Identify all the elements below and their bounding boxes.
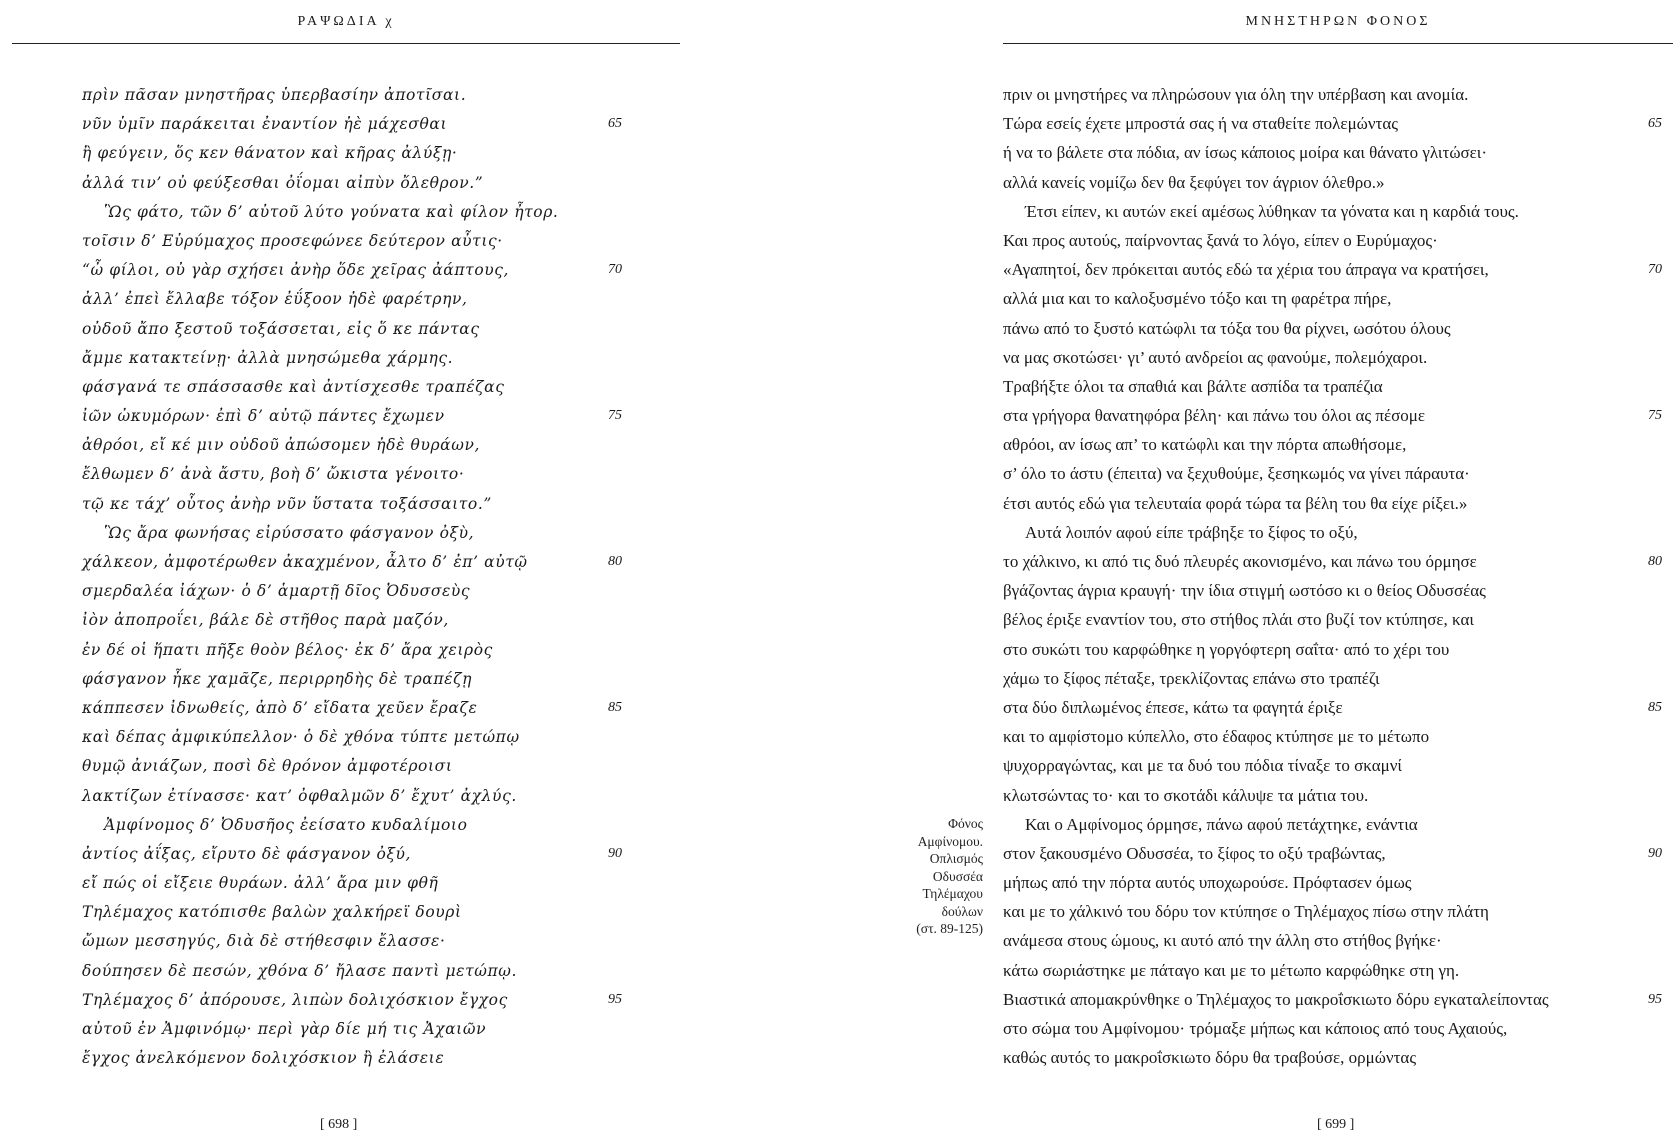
verse-text: αλλά κανείς νομίζω δεν θα ξεφύγει τον άγριον όλεθρο.» xyxy=(1003,172,1385,192)
verse-text: ή να το βάλετε στα πόδια, αν ίσως κάποιος μοίρα και θάνατο γλιτώσει· xyxy=(1003,143,1488,163)
verse-text: ἔγχος ἀνελκόμενον δολιχόσκιον ἢ ἐλάσειε xyxy=(82,1049,445,1068)
verse-line xyxy=(82,693,642,722)
verse-text: θυμῷ ἀνιάζων, ποσὶ δὲ θρόνον ἀμφοτέροισι xyxy=(82,757,453,776)
line-number: 90 xyxy=(1648,845,1662,861)
verse-line xyxy=(82,810,642,839)
verse-line xyxy=(1003,109,1673,138)
verse-line xyxy=(82,80,642,109)
verse-text: ἀθρόοι, εἴ κέ μιν οὐδοῦ ἀπώσομεν ἠδὲ θυράων, xyxy=(82,436,481,455)
verse-line xyxy=(1003,343,1673,372)
verse-line xyxy=(82,401,642,430)
verse-text: το χάλκινο, κι από τις δυό πλευρές ακονισμένο, και πάνω του όρμησε xyxy=(1003,552,1477,571)
verse-text: μήπως από την πόρτα αυτός υποχωρούσε. Πρόφτασεν όμως xyxy=(1003,873,1412,893)
verse-line xyxy=(82,430,642,459)
verse-text: Έτσι είπεν, κι αυτών εκεί αμέσως λύθηκαν τα γόνατα και η καρδιά τους. xyxy=(1025,201,1519,221)
verse-text: βγάζοντας άγρια κραυγή· την ίδια στιγμή ωστόσο κι ο θείος Οδυσσέας xyxy=(1003,581,1486,601)
verse-line xyxy=(1003,284,1673,313)
verse-text: κάππεσεν ἰδνωθείς, ἀπὸ δ’ εἴδατα χεῦεν ἔραζε xyxy=(82,698,478,717)
verse-text: και με το χάλκινό του δόρυ τον κτύπησε ο Τηλέμαχος πίσω στην πλάτη xyxy=(1003,902,1489,922)
verse-line xyxy=(82,1014,642,1043)
verse-text: αθρόοι, αν ίσως απ’ το κατώφλι και την πόρτα απωθήσομε, xyxy=(1003,435,1407,455)
verse-text: Βιαστικά απομακρύνθηκε ο Τηλέμαχος το μακροΐσκιωτο δόρυ εγκαταλείποντας xyxy=(1003,989,1549,1009)
verse-line xyxy=(1003,314,1673,343)
verse-line xyxy=(1003,576,1673,605)
verse-text: νῦν ὑμῖν παράκειται ἐναντίον ἠὲ μάχεσθαι xyxy=(82,115,448,134)
line-number: 65 xyxy=(608,116,622,132)
verse-text: οὐδοῦ ἄπο ξεστοῦ τοξάσσεται, εἰς ὅ κε πάντας xyxy=(82,319,480,338)
verse-line xyxy=(1003,547,1673,576)
verse-line xyxy=(1003,926,1673,955)
line-number: 95 xyxy=(1648,991,1662,1007)
verse-line xyxy=(1003,372,1673,401)
verse-text: Και ο Αμφίνομος όρμησε, πάνω αφού πετάχτηκε, ενάντια xyxy=(1025,814,1418,834)
verse-text: ανάμεσα στους ώμους, κι αυτό από την άλλη στο στήθος βγήκε· xyxy=(1003,931,1442,951)
margin-note-line: Οδυσσέα xyxy=(932,868,983,884)
verse-text: Τώρα εσείς έχετε μπροστά σας ή να σταθείτε πολεμώντας xyxy=(1003,114,1399,134)
margin-note-line: (στ. 89-125) xyxy=(916,921,983,936)
line-number: 70 xyxy=(1648,262,1662,278)
verse-line xyxy=(1003,722,1673,751)
verse-line xyxy=(1003,693,1673,722)
verse-text: Αυτά λοιπόν αφού είπε τράβηξε το ξίφος το οξύ, xyxy=(1025,522,1358,542)
running-head: ΡΑΨΩΔΙΑ χ xyxy=(297,14,395,29)
verse-line xyxy=(1003,781,1673,810)
verse-line xyxy=(82,605,642,634)
verse-text: Ὣς ἄρα φωνήσας εἰρύσσατο φάσγανον ὀξὺ, xyxy=(104,523,475,542)
verse-text: να μας σκοτώσει· γι’ αυτό ανδρείοι ας φανούμε, πολεμόχαροι. xyxy=(1003,347,1428,367)
verse-lines xyxy=(82,80,642,1072)
verse-line xyxy=(1003,751,1673,780)
verse-text: σ’ όλο το άστυ (έπειτα) να ξεχυθούμε, ξεσηκωμός να γίνει πάραυτα· xyxy=(1003,464,1470,484)
verse-line xyxy=(1003,80,1673,109)
verse-line xyxy=(82,664,642,693)
verse-line xyxy=(82,547,642,576)
verse-line xyxy=(82,226,642,255)
running-head: ΜΝΗΣΤΗΡΩΝ ΦΟΝΟΣ xyxy=(1245,14,1431,29)
line-number: 80 xyxy=(1648,554,1662,569)
page-number: [ 698 ] xyxy=(320,1117,358,1132)
verse-line xyxy=(82,197,642,226)
verse-text: αὐτοῦ ἐν Ἀμφινόμῳ· περὶ γὰρ δίε μή τις Ἀχαιῶν xyxy=(82,1020,487,1038)
header-rule xyxy=(1003,43,1673,44)
verse-line xyxy=(82,1043,642,1072)
verse-text: ἔλθωμεν δ’ ἀνὰ ἄστυ, βοὴ δ’ ὤκιστα γένοιτο· xyxy=(82,465,465,484)
verse-line xyxy=(82,926,642,955)
verse-text: πρὶν πᾶσαν μνηστῆρας ὑπερβασίην ἀποτῖσαι. xyxy=(82,86,467,104)
verse-line xyxy=(82,168,642,197)
line-number: 80 xyxy=(608,554,622,569)
verse-text: ἐν δέ οἱ ἥπατι πῆξε θοὸν βέλος· ἐκ δ’ ἄρα χειρὸς xyxy=(82,640,493,659)
verse-text: και το αμφίστομο κύπελλο, στο έδαφος κτύπησε με το μέτωπο xyxy=(1003,727,1430,747)
verse-text: καὶ δέπας ἀμφικύπελλον· ὁ δὲ χθόνα τύπτε μετώπῳ xyxy=(82,728,520,747)
verse-text: ἰὸν ἀποπροΐει, βάλε δὲ στῆθος παρὰ μαζόν, xyxy=(82,611,449,630)
verse-line xyxy=(82,985,642,1014)
verse-line xyxy=(1003,956,1673,985)
verse-text: ἀλλ’ ἐπεὶ ἔλλαβε τόξον ἐΰξοον ἠδὲ φαρέτρην, xyxy=(82,290,468,309)
verse-text: κάτω σωριάστηκε με πάταγο και με το μέτωπο καρφώθηκε στη γη. xyxy=(1003,960,1460,980)
verse-line xyxy=(1003,430,1673,459)
verse-line xyxy=(1003,489,1673,518)
line-number: 65 xyxy=(1648,116,1662,132)
margin-note-line: Οπλισμός xyxy=(929,851,983,866)
verse-text: δούπησεν δὲ πεσών, χθόνα δ’ ἤλασε παντὶ μετώπῳ. xyxy=(82,961,518,980)
verse-line xyxy=(82,284,642,313)
verse-line xyxy=(1003,138,1673,167)
verse-text: Ἀμφίνομος δ’ Ὀδυσῆος ἐείσατο κυδαλίμοιο xyxy=(104,815,468,834)
verse-text: ἀλλά τιν’ οὐ φεύξεσθαι ὀΐομαι αἰπὺν ὄλεθρον.” xyxy=(82,173,484,192)
margin-note-line: Αμφίνομου. xyxy=(917,833,983,849)
verse-text: στο σώμα του Αμφίνομου· τρόμαξε μήπως και κάποιος από τους Αχαιούς, xyxy=(1003,1019,1508,1038)
verse-line xyxy=(82,722,642,751)
verse-text: καθώς αυτός το μακροΐσκιωτο δόρυ θα τραβούσε, ορμώντας xyxy=(1003,1048,1417,1068)
left-page xyxy=(0,0,700,1147)
verse-line xyxy=(1003,664,1673,693)
verse-line xyxy=(1003,868,1673,897)
verse-line xyxy=(1003,1014,1673,1043)
margin-note xyxy=(875,815,983,938)
verse-text: Ὣς φάτο, τῶν δ’ αὐτοῦ λύτο γούνατα καὶ φίλον ἦτορ. xyxy=(104,202,559,221)
verse-text: ἢ φεύγειν, ὅς κεν θάνατον καὶ κῆρας ἀλύξῃ· xyxy=(82,144,458,163)
verse-text: εἴ πώς οἱ εἴξειε θυράων. ἀλλ’ ἄρα μιν φθῆ xyxy=(82,874,439,893)
verse-line xyxy=(82,956,642,985)
verse-line xyxy=(1003,985,1673,1014)
verse-line xyxy=(82,138,642,167)
verse-line xyxy=(1003,197,1673,226)
verse-line xyxy=(1003,897,1673,926)
verse-text: Τραβήξτε όλοι τα σπαθιά και βάλτε ασπίδα τα τραπέζια xyxy=(1003,376,1383,396)
verse-text: ψυχορραγώντας, και με τα δυό του πόδια τίναξε το σκαμνί xyxy=(1003,756,1403,776)
verse-text: στον ξακουσμένο Οδυσσέα, το ξίφος το οξύ τραβώντας, xyxy=(1003,843,1386,863)
verse-line xyxy=(1003,168,1673,197)
line-number: 75 xyxy=(1648,408,1662,424)
line-number: 75 xyxy=(608,408,622,424)
verse-line xyxy=(82,343,642,372)
verse-text: λακτίζων ἐτίνασσε· κατ’ ὀφθαλμῶν δ’ ἔχυτ’ ἀχλύς. xyxy=(82,786,517,805)
verse-line xyxy=(1003,605,1673,634)
verse-line xyxy=(82,518,642,547)
margin-note-line: Τηλέμαχου xyxy=(922,886,983,901)
verse-line xyxy=(82,489,642,518)
verse-text: φάσγανον ἧκε χαμᾶζε, περιρρηδὴς δὲ τραπέζῃ xyxy=(82,669,472,688)
verse-text: ἰῶν ὠκυμόρων· ἐπὶ δ’ αὐτῷ πάντες ἔχωμεν xyxy=(82,407,445,426)
verse-line xyxy=(82,255,642,284)
verse-text: χάμω το ξίφος πέταξε, τρεκλίζοντας επάνω στο τραπέζι xyxy=(1003,668,1380,688)
verse-line xyxy=(82,781,642,810)
verse-line xyxy=(82,897,642,926)
verse-line xyxy=(82,314,642,343)
line-number: 85 xyxy=(608,699,622,715)
line-number: 95 xyxy=(608,991,622,1007)
line-number: 85 xyxy=(1648,699,1662,715)
verse-text: Και προς αυτούς, παίρνοντας ξανά το λόγο, είπεν ο Ευρύμαχος· xyxy=(1003,230,1438,250)
page-number: [ 699 ] xyxy=(1317,1117,1355,1132)
verse-line xyxy=(1003,839,1673,868)
verse-text: ὤμων μεσσηγύς, διὰ δὲ στήθεσφιν ἔλασσε· xyxy=(82,932,446,951)
right-page xyxy=(880,0,1678,1147)
verse-text: τοῖσιν δ’ Εὐρύμαχος προσεφώνεε δεύτερον αὖτις· xyxy=(82,231,503,250)
margin-note-line: δούλων xyxy=(941,903,983,919)
verse-text: σμερδαλέα ἰάχων· ὁ δ’ ἁμαρτῇ δῖος Ὀδυσσεὺς xyxy=(82,582,471,601)
verse-line xyxy=(1003,255,1673,284)
verse-text: έτσι αυτός εδώ για τελευταία φορά τώρα τα βέλη του θα είχε ρίξει.» xyxy=(1003,493,1468,513)
verse-lines xyxy=(1003,80,1673,1072)
verse-line xyxy=(82,868,642,897)
margin-note-line: Φόνος xyxy=(948,816,983,831)
verse-text: στα δύο διπλωμένος έπεσε, κάτω τα φαγητά έριξε xyxy=(1003,697,1343,717)
verse-text: ἀντίος ἀΐξας, εἴρυτο δὲ φάσγανον ὀξύ, xyxy=(82,844,412,863)
verse-text: ἄμμε κατακτείνῃ· ἀλλὰ μνησώμεθα χάρμης. xyxy=(82,348,454,367)
verse-text: πάνω από το ξυστό κατώφλι τα τόξα του θα ρίχνει, ωσότου όλους xyxy=(1003,318,1451,338)
verse-line xyxy=(1003,226,1673,255)
verse-text: Τηλέμαχος κατόπισθε βαλὼν χαλκήρεϊ δουρὶ xyxy=(82,903,462,922)
header-rule xyxy=(12,43,680,44)
verse-line xyxy=(82,372,642,401)
verse-line xyxy=(1003,810,1673,839)
verse-line xyxy=(1003,518,1673,547)
verse-line xyxy=(82,109,642,138)
verse-text: «Αγαπητοί, δεν πρόκειται αυτός εδώ τα χέρια του άπραγα να κρατήσει, xyxy=(1003,260,1489,280)
verse-text: στο συκώτι του καρφώθηκε η γοργόφτερη σαΐτα· από το χέρι του xyxy=(1003,639,1450,659)
verse-line xyxy=(1003,1043,1673,1072)
verse-text: στα γρήγορα θανατηφόρα βέλη· και πάνω του όλοι ας πέσομε xyxy=(1003,406,1426,426)
verse-text: φάσγανά τε σπάσσασθε καὶ ἀντίσχεσθε τραπέζας xyxy=(82,377,505,396)
verse-line xyxy=(1003,635,1673,664)
line-number: 90 xyxy=(608,845,622,861)
verse-line xyxy=(82,751,642,780)
verse-text: “ὦ φίλοι, οὐ γὰρ σχήσει ἀνὴρ ὅδε χεῖρας ἀάπτους, xyxy=(82,261,510,280)
verse-text: πριν οι μνηστήρες να πληρώσουν για όλη την υπέρβαση και ανομία. xyxy=(1003,85,1469,104)
verse-line xyxy=(82,459,642,488)
verse-line xyxy=(82,635,642,664)
verse-text: κλωτσώντας το· και το σκοτάδι κάλυψε τα μάτια του. xyxy=(1003,785,1369,805)
verse-text: αλλά μια και το καλοξυσμένο τόξο και τη φαρέτρα πήρε, xyxy=(1003,289,1392,309)
verse-line xyxy=(82,839,642,868)
verse-line xyxy=(1003,459,1673,488)
verse-line xyxy=(1003,401,1673,430)
verse-text: Τηλέμαχος δ’ ἀπόρουσε, λιπὼν δολιχόσκιον ἔγχος xyxy=(82,990,508,1009)
verse-text: τῷ κε τάχ’ οὗτος ἀνὴρ νῦν ὕστατα τοξάσσαιτο.” xyxy=(82,494,492,513)
verse-text: χάλκεον, ἀμφοτέρωθεν ἀκαχμένον, ἆλτο δ’ ἐπ’ αὐτῷ xyxy=(82,553,528,571)
line-number: 70 xyxy=(608,262,622,278)
verse-text: βέλος έριξε εναντίον του, στο στήθος πλάι στο βυζί τον κτύπησε, και xyxy=(1003,610,1474,630)
verse-line xyxy=(82,576,642,605)
